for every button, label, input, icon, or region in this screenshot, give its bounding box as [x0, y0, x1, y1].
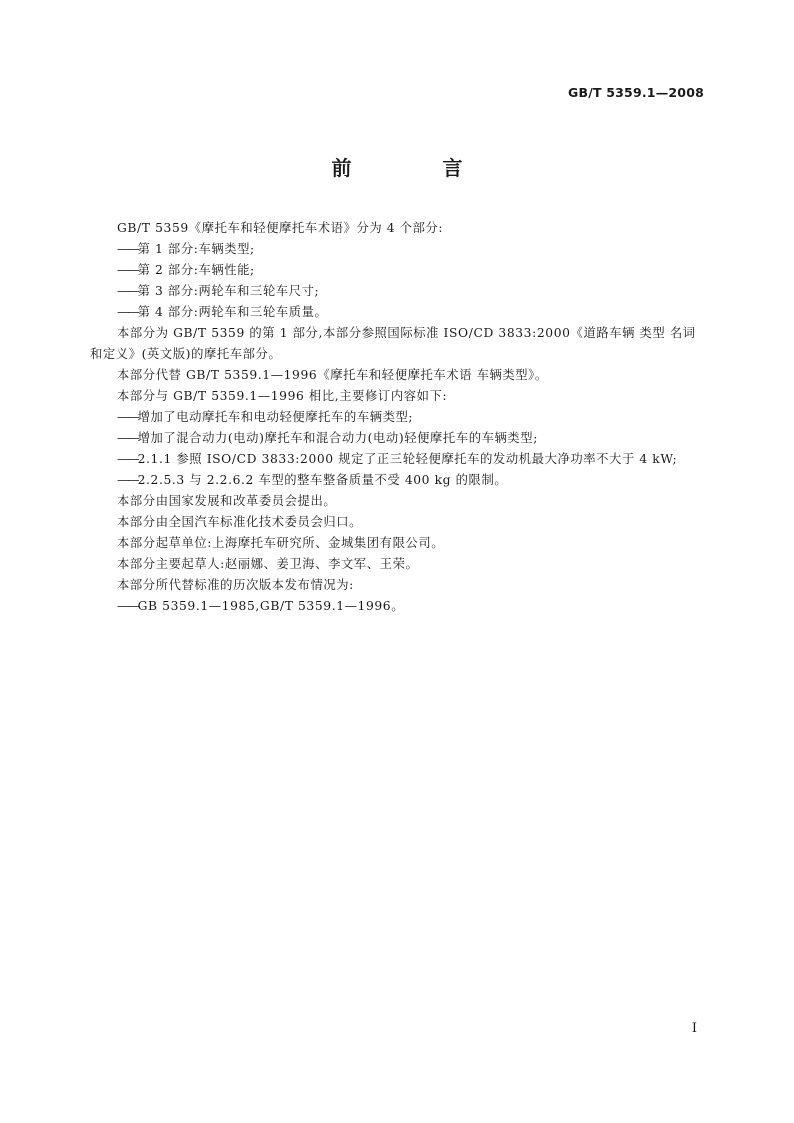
paragraph: 本部分代替 GB/T 5359.1—1996《摩托车和轻便摩托车术语 车辆类型》。	[117, 368, 548, 382]
paragraph: 本部分为 GB/T 5359 的第 1 部分,本部分参照国际标准 ISO/CD 3833:2000《道路车辆 类型 名词和定义》(英文版)的摩托车部分。	[90, 326, 696, 361]
dash-mark: ——	[117, 599, 138, 613]
list-item-text: 第 3 部分:两轮车和三轮车尺寸;	[137, 284, 320, 298]
dash-mark: ——	[117, 431, 138, 445]
list-item	[90, 407, 705, 428]
list-item-text: 第 2 部分:车辆性能;	[137, 263, 255, 277]
list-item	[90, 449, 705, 470]
list-item-text: 第 4 部分:两轮车和三轮车质量。	[137, 305, 328, 319]
paragraph: 本部分所代替标准的历次版本发布情况为:	[117, 578, 354, 592]
list-item	[90, 470, 705, 491]
dash-mark: ——	[117, 263, 138, 277]
paragraph: 本部分与 GB/T 5359.1—1996 相比,主要修订内容如下:	[117, 389, 448, 403]
list-item-text: 2.1.1 参照 ISO/CD 3833:2000 规定了正三轮轻便摩托车的发动机最大净功率不大于 4 kW;	[137, 452, 678, 466]
dash-mark: ——	[117, 473, 138, 487]
list-item	[90, 260, 705, 281]
list-item	[90, 596, 705, 617]
page-title: 前 言	[331, 156, 505, 180]
list-item-text: 增加了电动摩托车和电动轻便摩托车的车辆类型;	[137, 410, 414, 424]
list-item	[90, 428, 705, 449]
list-item-text: 2.2.5.3 与 2.2.6.2 车型的整车整备质量不受 400 kg 的限制。	[137, 473, 508, 487]
standard-code: GB/T 5359.1—2008	[568, 85, 704, 100]
list-item	[90, 239, 705, 260]
list-item-text: 第 1 部分:车辆类型;	[137, 242, 255, 256]
paragraph: 本部分由全国汽车标准化技术委员会归口。	[117, 515, 363, 529]
dash-mark: ——	[117, 284, 138, 298]
foreword-body	[90, 218, 705, 617]
list-item	[90, 302, 705, 323]
dash-mark: ——	[117, 452, 138, 466]
list-item-text: 增加了混合动力(电动)摩托车和混合动力(电动)轻便摩托车的车辆类型;	[137, 431, 538, 445]
list-item-text: GB 5359.1—1985,GB/T 5359.1—1996。	[137, 599, 405, 613]
dash-mark: ——	[117, 305, 138, 319]
paragraph: GB/T 5359《摩托车和轻便摩托车术语》分为 4 个部分:	[117, 221, 444, 235]
page-number: I	[691, 1021, 697, 1036]
list-item	[90, 281, 705, 302]
paragraph: 本部分由国家发展和改革委员会提出。	[117, 494, 337, 508]
dash-mark: ——	[117, 410, 138, 424]
paragraph: 本部分起草单位:上海摩托车研究所、金城集团有限公司。	[117, 536, 445, 550]
dash-mark: ——	[117, 242, 138, 256]
paragraph: 本部分主要起草人:赵丽娜、姜卫海、李文军、王荣。	[117, 557, 419, 571]
